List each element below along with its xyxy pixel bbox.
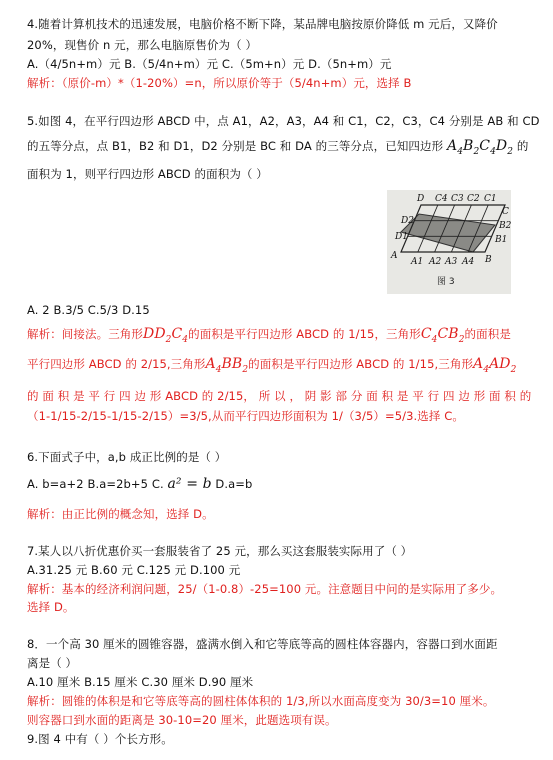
- label-d1: D1: [395, 232, 408, 242]
- label-c4: C4: [435, 194, 448, 204]
- q5-quadrilateral-math: $A_4B_2C_4D_2$: [447, 138, 514, 157]
- label-b: B: [485, 255, 492, 265]
- q6-option-d: D.a=b: [215, 477, 253, 491]
- q5-math-c4cb2: $C_4CB_2$: [420, 326, 465, 345]
- label-a4: A4: [462, 257, 475, 267]
- q7-analysis-line2: 选择 D。: [27, 600, 75, 614]
- q5-math-a4ad2: $A_4AD_2$: [473, 356, 517, 375]
- q7-analysis-line1: 解析：基本的经济利润问题，25/（1-0.8）-25=100 元。注意题目中问的是实际用了多少。: [27, 582, 503, 596]
- label-a: A: [391, 251, 398, 261]
- label-a1: A1: [411, 257, 424, 267]
- q5-analysis-line4: （1-1/15-2/15-1/15-2/15）=3/5,从而平行四边形面积为 1/（3/5）=5/3.选择 C。: [27, 409, 464, 423]
- q5-analysis-line3: 的 面 积 是 平 行 四 边 形 ABCD 的 2/15， 所 以 ， 阴 影 部 分 面 积 是 平 行 四 边 形 面 积 的: [27, 389, 532, 403]
- label-c: C: [502, 207, 509, 217]
- q5-figure: [387, 190, 511, 294]
- q8-analysis-line1: 解析：圆锥的体积是和它等底等高的圆柱体体积的 1/3,所以水面高度变为 30/3=10 厘米。: [27, 694, 495, 708]
- q4-analysis: 解析：（原价-m）*（1-20%）=n，所以原价等于（5/4n+m）元，选择 B: [27, 76, 412, 90]
- q9-stem: 9.图 4 中有（ ）个长方形。: [27, 732, 173, 746]
- q6-analysis: 解析：由正比例的概念知，选择 D。: [27, 507, 214, 521]
- q5-stem-line1: 5.如图 4，在平行四边形 ABCD 中，点 A1，A2，A3，A4 和 C1，C2，C3，C4 分别是 AB 和 CD: [27, 114, 540, 128]
- q8-analysis-line2: 则容器口到水面的距离是 30-10=20 厘米，此题选项有误。: [27, 713, 337, 727]
- q5-analysis-2b: 的面积是平行四边形 ABCD 的 1/15,三角形: [248, 357, 474, 371]
- q5-options: A. 2 B.3/5 C.5/3 D.15: [27, 303, 150, 317]
- label-d2: D2: [401, 216, 414, 226]
- label-d: D: [417, 194, 425, 204]
- q5-stem-line2-prefix: 的五等分点，点 B1，B2 和 D1，D2 分别是 BC 和 DA 的三等分点，已知四边形: [27, 139, 444, 153]
- q5-math-a4bb2: $A_4BB_2$: [205, 356, 249, 375]
- label-c2: C2: [467, 194, 480, 204]
- q4-options: A.（4/5n+m）元 B.（5/4n+m）元 C.（5m+n）元 D.（5n+m）元: [27, 57, 392, 71]
- q5-analysis-line2: [27, 356, 516, 375]
- q5-analysis-1a: 解析：间接法。三角形: [27, 327, 143, 341]
- q6-option-c-math: a² = b: [167, 476, 212, 492]
- q8-stem-line2: 离是（ ）: [27, 656, 78, 670]
- q5-stem-line3: 面积为 1，则平行四边形 ABCD 的面积为（ ）: [27, 167, 268, 181]
- label-c3: C3: [451, 194, 464, 204]
- q7-options: A.31.25 元 B.60 元 C.125 元 D.100 元: [27, 563, 241, 577]
- q8-stem-line1: 8．一个高 30 厘米的圆锥容器，盛满水倒入和它等底等高的圆柱体容器内，容器口到水面距: [27, 637, 498, 651]
- figure-caption: 图 3: [437, 277, 455, 287]
- label-b2: B2: [499, 221, 511, 231]
- label-b1: B1: [495, 235, 508, 245]
- q6-options-a-to-c: A. b=a+2 B.a=2b+5 C.: [27, 477, 164, 491]
- q5-stem-line2: [27, 138, 528, 157]
- q5-analysis-2a: 平行四边形 ABCD 的 2/15,三角形: [27, 357, 206, 371]
- q8-options: A.10 厘米 B.15 厘米 C.30 厘米 D.90 厘米: [27, 675, 254, 689]
- q7-stem: 7.某人以八折优惠价买一套服装省了 25 元，那么买这套服装实际用了（ ）: [27, 544, 413, 558]
- q4-stem-line1: 4.随着计算机技术的迅速发展，电脑价格不断下降，某品牌电脑按原价降低 m 元后，又降价: [27, 17, 498, 31]
- q6-options: [27, 476, 252, 492]
- q5-math-dd2c4: $DD_2C_4$: [143, 326, 189, 345]
- q5-analysis-1c: 的面积是: [464, 327, 511, 341]
- label-a2: A2: [429, 257, 442, 267]
- q5-analysis-1b: 的面积是平行四边形 ABCD 的 1/15，三角形: [188, 327, 421, 341]
- q5-stem-line2-suffix: 的: [516, 139, 529, 153]
- label-c1: C1: [484, 194, 497, 204]
- q4-stem-line2: 20%，现售价 n 元，那么电脑原售价为（ ）: [27, 38, 258, 52]
- q5-analysis-line1: [27, 326, 511, 345]
- label-a3: A3: [445, 257, 458, 267]
- parallelogram-diagram: [387, 190, 511, 294]
- q6-stem: 6.下面式子中，a,b 成正比例的是（ ）: [27, 450, 227, 464]
